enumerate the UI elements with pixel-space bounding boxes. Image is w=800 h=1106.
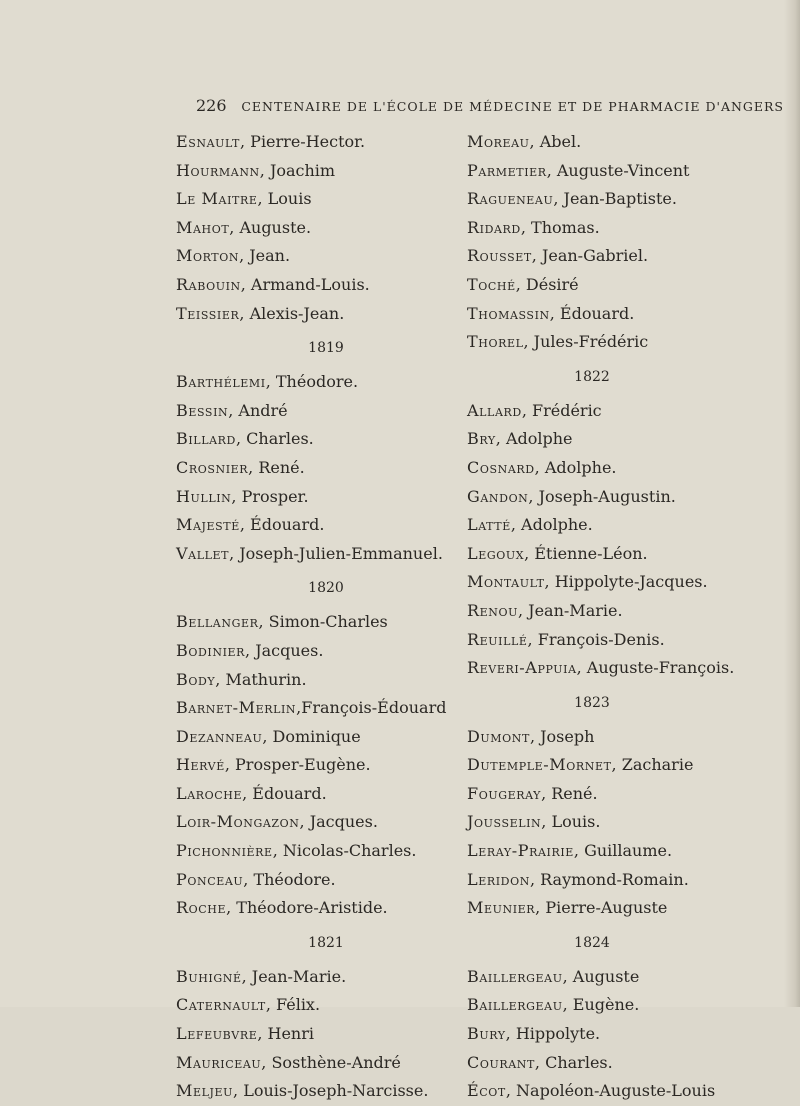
surname: Hourmann <box>176 160 260 180</box>
surname: Thorel <box>467 332 524 352</box>
surname: Bury <box>467 1024 506 1044</box>
given-names: , Félix. <box>265 995 321 1015</box>
name-entry <box>176 368 486 397</box>
name-entry <box>467 540 787 569</box>
given-names: , Adolphe. <box>510 515 593 535</box>
given-names: , Zacharie <box>611 755 694 775</box>
given-names: , Prosper. <box>231 486 309 506</box>
given-names: , Thomas. <box>520 217 600 237</box>
given-names: , Jules-Frédéric <box>523 332 649 352</box>
running-header <box>196 96 784 115</box>
given-names: , Étienne-Léon. <box>524 543 648 563</box>
given-names: , Adolphe. <box>534 457 617 477</box>
name-entry <box>176 271 486 300</box>
page-number: 226 <box>196 96 227 115</box>
surname: Reuillé <box>467 629 528 649</box>
given-names: , Frédéric <box>521 400 602 420</box>
given-names: , Hippolyte. <box>505 1024 601 1044</box>
name-entry <box>467 808 787 837</box>
year-heading: 1820 <box>308 580 344 597</box>
name-entry <box>467 185 787 214</box>
name-entry <box>467 425 787 454</box>
given-names: , Eugène. <box>562 995 640 1015</box>
surname: Barnet-Merlin <box>176 698 297 718</box>
name-entry <box>176 751 486 780</box>
year-heading: 1822 <box>574 368 610 385</box>
name-entry <box>176 780 486 809</box>
surname: Écot <box>467 1081 506 1101</box>
name-entry <box>176 397 486 426</box>
surname: Courant <box>467 1052 535 1072</box>
surname: Baillergeau <box>467 995 563 1015</box>
surname: Body <box>176 669 216 689</box>
given-names: , Jean-Marie. <box>241 966 347 986</box>
given-names: , Armand-Louis. <box>240 274 370 294</box>
name-entry <box>176 214 486 243</box>
surname: Ragueneau <box>467 189 554 209</box>
given-names: , Raymond-Romain. <box>529 869 689 889</box>
year-heading: 1821 <box>308 934 344 951</box>
name-entry <box>467 780 787 809</box>
left-column <box>176 128 486 1106</box>
given-names: , Théodore. <box>243 869 336 889</box>
surname: Mahot <box>176 217 230 237</box>
given-names: , Mathurin. <box>215 669 307 689</box>
surname: Mauriceau <box>176 1052 262 1072</box>
name-entry <box>467 271 787 300</box>
surname: Hullin <box>176 486 232 506</box>
surname: Renou <box>467 600 518 620</box>
name-entry <box>176 454 486 483</box>
year-heading: 1824 <box>574 934 610 951</box>
surname: Majesté <box>176 515 240 535</box>
given-names: , Guillaume. <box>573 841 673 861</box>
given-names: , Louis. <box>541 812 601 832</box>
surname: Dutemple-Mornet <box>467 755 612 775</box>
given-names: , Jean. <box>239 246 291 266</box>
name-entry <box>176 1077 486 1106</box>
surname: Bellanger <box>176 612 259 632</box>
name-entry <box>467 751 787 780</box>
surname: Loir-Mongazon <box>176 812 300 832</box>
given-names: , Adolphe <box>495 429 573 449</box>
name-entry <box>176 1020 486 1049</box>
right-column <box>467 128 787 1106</box>
name-entry <box>176 157 486 186</box>
name-entry <box>467 328 787 357</box>
name-entry <box>467 894 787 923</box>
given-names: , Joseph-Augustin. <box>528 486 676 506</box>
given-names: , Henri <box>257 1024 314 1044</box>
surname: Leray-Prairie <box>467 841 574 861</box>
given-names: , Abel. <box>529 132 582 151</box>
surname: Thomassin <box>467 303 550 323</box>
surname: Billard <box>176 429 236 449</box>
surname: Moreau <box>467 132 530 151</box>
given-names: , Jean-Baptiste. <box>553 189 677 209</box>
surname: Jousselin <box>467 812 542 832</box>
surname: Toché <box>467 274 516 294</box>
given-names: , Désiré <box>515 274 579 294</box>
given-names: , Dominique <box>262 726 361 746</box>
surname: Montault <box>467 572 545 592</box>
given-names: , René. <box>541 783 598 803</box>
surname: Laroche <box>176 783 243 803</box>
surname: Crosnier <box>176 457 249 477</box>
given-names: , Jean-Gabriel. <box>531 246 649 266</box>
given-names: , Édouard. <box>549 303 635 323</box>
name-entry <box>467 157 787 186</box>
name-entry <box>467 1049 787 1078</box>
given-names: , Théodore-Aristide. <box>226 898 388 918</box>
name-entry <box>467 626 787 655</box>
name-entry <box>176 808 486 837</box>
given-names: , Théodore. <box>265 372 359 392</box>
given-names: , Charles. <box>534 1052 613 1072</box>
name-entry <box>176 694 486 723</box>
name-entry <box>176 185 486 214</box>
given-names: , André <box>228 400 288 420</box>
name-entry <box>176 128 486 157</box>
name-entry <box>176 723 486 752</box>
surname: Esnault <box>176 132 240 151</box>
name-entry <box>176 963 486 992</box>
given-names: , Auguste-Vincent <box>546 160 690 180</box>
name-entry <box>176 637 486 666</box>
surname: Le Maitre <box>176 189 258 209</box>
name-entry <box>467 654 787 683</box>
given-names: , Auguste-François. <box>576 658 735 678</box>
surname: Ponceau <box>176 869 244 889</box>
given-names: , Nicolas-Charles. <box>272 841 417 861</box>
surname: Bry <box>467 429 496 449</box>
given-names: , Jacques. <box>299 812 378 832</box>
surname: Legoux <box>467 543 525 563</box>
surname: Parmetier <box>467 160 547 180</box>
surname: Vallet <box>176 543 230 563</box>
given-names: , Joachim <box>259 160 336 180</box>
name-entry <box>176 837 486 866</box>
name-entry <box>467 242 787 271</box>
given-names: , Louis <box>257 189 312 209</box>
surname: Dezanneau <box>176 726 263 746</box>
name-entry <box>467 568 787 597</box>
surname: Bessin <box>176 400 229 420</box>
name-entry <box>176 991 486 1020</box>
name-entry <box>467 837 787 866</box>
name-entry <box>176 242 486 271</box>
surname: Buhigné <box>176 966 242 986</box>
name-entry <box>467 1077 787 1106</box>
surname: Cosnard <box>467 457 535 477</box>
given-names: , Napoléon-Auguste-Louis <box>505 1081 716 1101</box>
surname: Barthélemi <box>176 372 266 392</box>
surname: Allard <box>467 400 522 420</box>
surname: Meljeu <box>176 1081 234 1101</box>
name-entry <box>176 1049 486 1078</box>
running-title: CENTENAIRE DE L'ÉCOLE DE MÉDECINE ET DE PHARMACIE D'ANGERS <box>241 99 784 114</box>
surname: Bodinier <box>176 640 246 660</box>
surname: Leridon <box>467 869 530 889</box>
given-names: , Sosthène-André <box>261 1052 401 1072</box>
surname: Hervé <box>176 755 225 775</box>
name-entry <box>467 511 787 540</box>
surname: Roche <box>176 898 227 918</box>
given-names: , Auguste <box>562 966 640 986</box>
given-names: , Pierre-Hector. <box>240 132 366 151</box>
year-heading: 1823 <box>574 694 610 711</box>
year-heading: 1819 <box>308 340 344 357</box>
surname: Meunier <box>467 898 536 918</box>
surname: Teissier <box>176 303 240 323</box>
given-names: , Pierre-Auguste <box>535 898 668 918</box>
given-names: , Joseph <box>529 726 595 746</box>
name-entry <box>467 866 787 895</box>
given-names: , Édouard. <box>242 783 327 803</box>
given-names: ,François-Édouard <box>296 698 447 718</box>
name-entry <box>176 666 486 695</box>
surname: Reveri-Appuia <box>467 658 577 678</box>
surname: Gandon <box>467 486 529 506</box>
surname: Rabouin <box>176 274 241 294</box>
name-entry <box>467 991 787 1020</box>
given-names: , Édouard. <box>239 515 325 535</box>
given-names: , Joseph-Julien-Emmanuel. <box>229 543 443 563</box>
name-entry <box>467 483 787 512</box>
name-entry <box>467 128 787 157</box>
name-entry <box>176 425 486 454</box>
name-entry <box>467 1020 787 1049</box>
given-names: , Auguste. <box>229 217 312 237</box>
name-entry <box>176 894 486 923</box>
name-entry <box>176 608 486 637</box>
given-names: , Simon-Charles <box>258 612 388 632</box>
name-entry <box>467 454 787 483</box>
given-names: , Prosper-Eugène. <box>224 755 371 775</box>
name-entry <box>176 300 486 329</box>
surname: Pichonnière <box>176 841 273 861</box>
name-entry <box>176 483 486 512</box>
surname: Ridard <box>467 217 521 237</box>
given-names: , Alexis-Jean. <box>239 303 345 323</box>
name-entry <box>467 300 787 329</box>
surname: Fougeray <box>467 783 542 803</box>
name-entry <box>467 723 787 752</box>
given-names: , Jean-Marie. <box>518 600 623 620</box>
given-names: , Hippolyte-Jacques. <box>544 572 708 592</box>
given-names: , Charles. <box>235 429 314 449</box>
surname: Baillergeau <box>467 966 563 986</box>
name-entry <box>467 963 787 992</box>
surname: Rousset <box>467 246 532 266</box>
name-entry <box>176 511 486 540</box>
surname: Lefeubvre <box>176 1024 258 1044</box>
surname: Dumont <box>467 726 530 746</box>
name-entry <box>176 540 486 569</box>
surname: Caternault <box>176 995 266 1015</box>
name-entry <box>176 866 486 895</box>
name-entry <box>467 397 787 426</box>
given-names: , Jacques. <box>245 640 324 660</box>
surname: Morton <box>176 246 240 266</box>
given-names: , René. <box>248 457 305 477</box>
surname: Latté <box>467 515 511 535</box>
given-names: , Louis-Joseph-Narcisse. <box>233 1081 429 1101</box>
name-entry <box>467 214 787 243</box>
name-entry <box>467 597 787 626</box>
given-names: , François-Denis. <box>527 629 665 649</box>
